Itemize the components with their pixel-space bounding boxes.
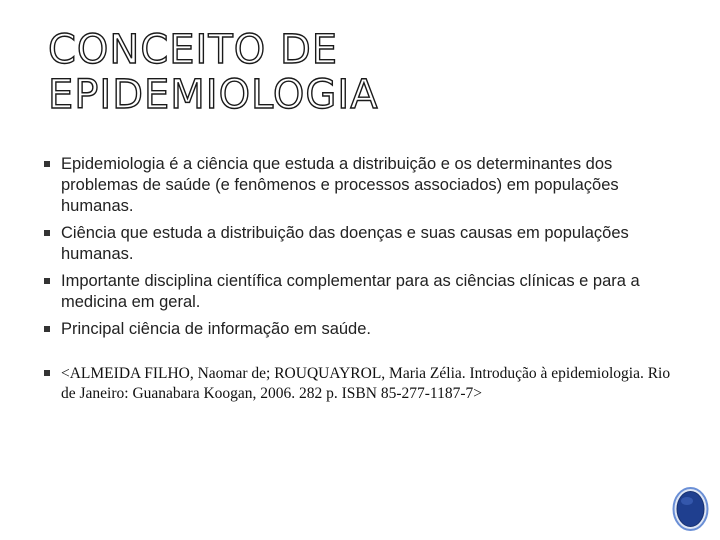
bullet-text: Principal ciência de informação em saúde. <box>61 320 371 338</box>
bullet-text: Epidemiologia é a ciência que estuda a distribuição e os determinantes dos problemas de saúde (e fenômenos e processos associados) em populações humanas. <box>61 155 619 215</box>
slide-title-line-1: CONCEITO DE <box>48 27 339 73</box>
bullet-text: Importante disciplina científica complementar para as ciências clínicas e para a medicina em geral. <box>61 272 640 311</box>
square-bullet-icon <box>44 370 50 376</box>
bullet-item <box>44 271 684 313</box>
bullet-item <box>44 223 684 265</box>
reference-item <box>44 364 684 403</box>
bullet-text: Ciência que estuda a distribuição das doenças e suas causas em populações humanas. <box>61 224 629 263</box>
square-bullet-icon <box>44 278 50 284</box>
reference-text: <ALMEIDA FILHO, Naomar de; ROUQUAYROL, Maria Zélia. Introdução à epidemiologia. Rio de Janeiro: Guanabara Koogan, 2006. 282 p. ISBN 85-277-1187-7> <box>61 365 671 402</box>
slide-title-line-2: EPIDEMIOLOGIA <box>48 72 379 118</box>
bullet-item <box>44 154 684 217</box>
slide-title <box>48 28 468 118</box>
bullet-list <box>44 154 684 409</box>
circle-button-icon[interactable] <box>672 486 709 532</box>
bullet-item <box>44 319 684 340</box>
square-bullet-icon <box>44 230 50 236</box>
square-bullet-icon <box>44 326 50 332</box>
square-bullet-icon <box>44 161 50 167</box>
